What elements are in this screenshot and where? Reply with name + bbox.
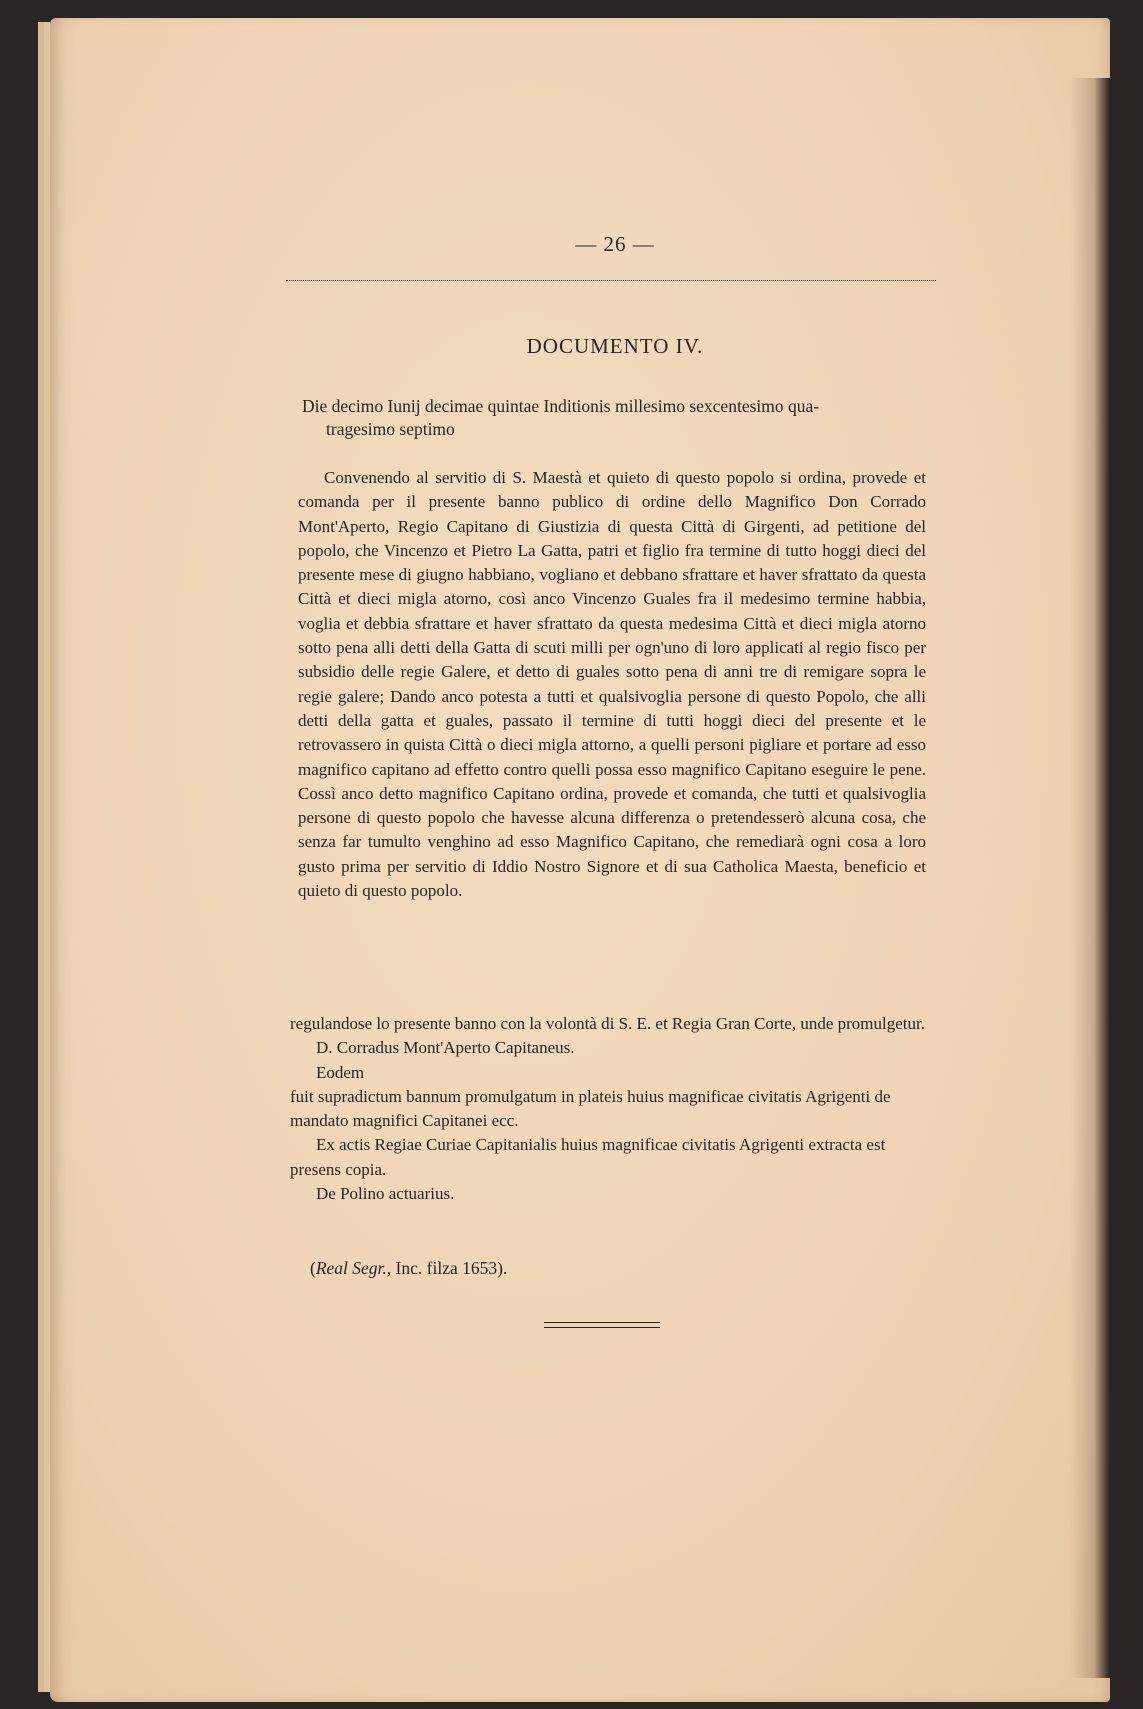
signature-line: D. Corradus Mont'Aperto Capitaneus.: [316, 1038, 575, 1058]
promulgation-paragraph: fuit supradictum bannum promulgatum in plateis huius magnificae civitatis Agrigenti de mandato magnifici Capitanei ecc.: [290, 1086, 891, 1131]
closing-section: [290, 1012, 926, 1206]
end-double-rule: [544, 1322, 660, 1328]
header-dotted-rule: [286, 280, 936, 281]
decree-body: [298, 466, 926, 903]
archive-citation: [310, 1258, 507, 1279]
citation-rest: , Inc. filza 1653).: [386, 1258, 508, 1278]
actuary-line: De Polino actuarius.: [316, 1184, 455, 1204]
eodem-line: Eodem: [316, 1062, 365, 1082]
document-date-heading: [302, 395, 932, 441]
heading-line: Die decimo Iunij decimae quintae Inditionis millesimo sexcentesimo qua-: [302, 396, 820, 416]
document-title: DOCUMENTO IV.: [526, 334, 704, 358]
page-fold-shadow: [1070, 78, 1110, 1678]
citation-source: Real Segr.: [315, 1258, 387, 1278]
heading-line: tragesimo septimo: [326, 419, 455, 439]
extract-note-paragraph: Ex actis Regiae Curiae Capitanialis huius magnificae civitatis Agrigenti extracta est presens copia.: [290, 1135, 886, 1179]
page-stack-edge: [38, 22, 44, 1692]
decree-paragraph: Convenendo al servitio di S. Maestà et quieto di questo popolo si ordina, provede et comanda per il presente banno publico di ordine dello Magnifico Don Corrado Mont'Aperto, Regio Capitano di Giustizia di questa Città di Girgenti, ad petitione del popolo, che Vincenzo et Pietro La Gatta, patri et figlio fra termine di tutto hoggi dieci del presente mese di giugno habbiano, vogliano et debbano sfrattare et haver sfrattato da questa Città et dieci migla atorno, così anco Vincenzo Guales fra il medesimo termine habbia, voglia et debbia sfrattare et haver sfrattato da questa medesima Città et dieci migla atorno sotto pena alli detti della Gatta di scuti milli per ogn'uno di loro applicati al regio fisco per subsidio delle regie Galere, et detto di guales sotto pena di anni tre di remigare sopra le regie galere; Dando anco potesta a tutti et qualsivoglia persone di questo Popolo, che alli detti della gatta et guales, passato il termine di tutti hoggi dieci del presente et le retrovassero in quista Città o dieci migla attorno, a quelli personi pigliare et portare ad esso magnifico capitano ad effetto contro quelli possa esso magnifico Capitano eseguire le pene. Cossì anco detto magnifico Capitano ordina, provede et comanda, che tutti et qualsivoglia persone di questo popolo che havesse alcuna differenza o pretendesserò alcuna cosa, che senza far tumulto venghino ad esso Magnifico Capitano, che remediarà ogni cosa a loro gusto prima per servitio di Iddio Nostro Signore et di sua Catholica Maesta, beneficio et quieto di questo popolo.: [298, 468, 926, 901]
page-number: — 26 —: [575, 232, 655, 256]
regulation-paragraph: regulandose lo presente banno con la volontà di S. E. et Regia Gran Corte, unde promulgetur.: [290, 1014, 925, 1033]
citation-open: (: [310, 1258, 316, 1278]
